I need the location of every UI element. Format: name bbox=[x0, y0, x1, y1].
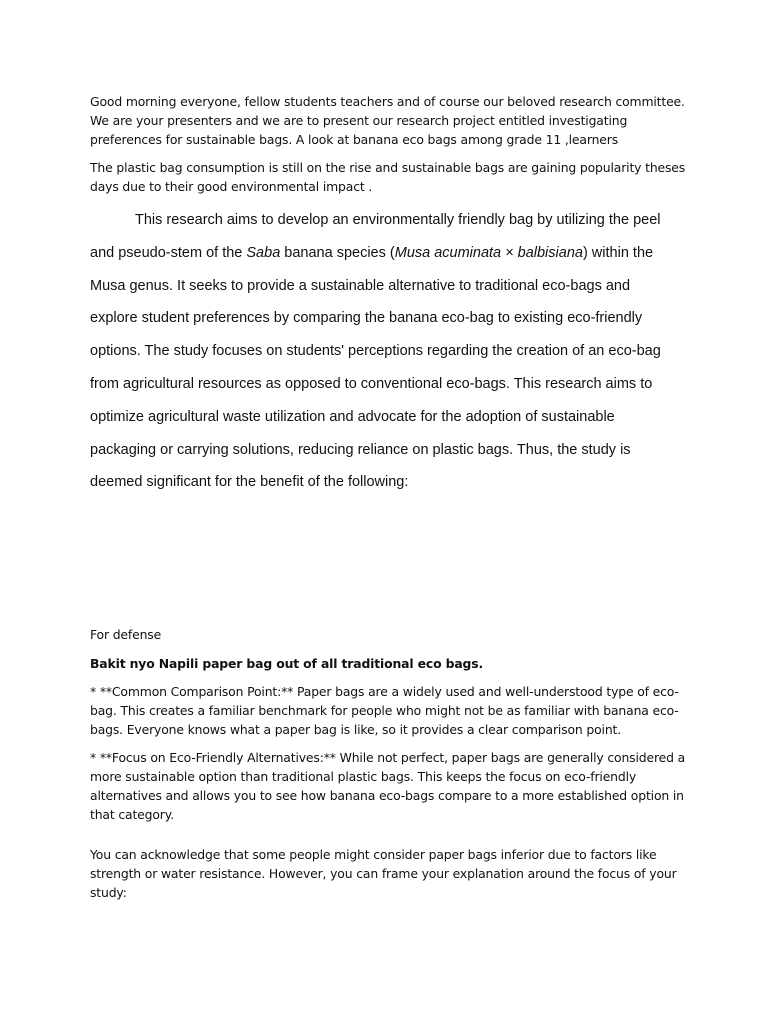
context-paragraph: The plastic bag consumption is still on the rise and sustainable bags are gaining popularity theses days due to their good environmental impact . bbox=[90, 160, 686, 194]
research-text-part-2: banana species ( bbox=[280, 244, 395, 261]
species-scientific-name: Musa acuminata × balbisiana bbox=[394, 244, 583, 261]
defense-point-eco-friendly: * **Focus on Eco-Friendly Alternatives:** While not perfect, paper bags are generally considered a more sustainable option than traditional plastic bags. This keeps the focus on eco-friendly alternatives and allows you to see how banana eco-bags compare to a more established option in that category. bbox=[90, 750, 686, 822]
species-common-name: Saba bbox=[246, 244, 281, 261]
defense-point-comparison: * **Common Comparison Point:** Paper bags are a widely used and well-understood type of eco-bag. This creates a familiar benchmark for people who might not be as familiar with banana eco-bags. Everyone knows what a paper bag is like, so it provides a clear comparison point. bbox=[90, 684, 679, 737]
closing-paragraph: You can acknowledge that some people might consider paper bags inferior due to factors like strength or water resistance. However, you can frame your explanation around the focus of your study: bbox=[90, 847, 677, 900]
research-text-part-1: This research aims to develop an environmentally friendly bag by utilizing the peel and pseudo-stem of the bbox=[90, 212, 661, 261]
research-aim-paragraph bbox=[90, 204, 680, 499]
defense-heading: Bakit nyo Napili paper bag out of all traditional eco bags. bbox=[90, 656, 484, 671]
research-text-part-3: ) within the Musa genus. It seeks to provide a sustainable alternative to traditional eco-bags and explore student preferences by comparing the banana eco-bag to existing eco-friendly options. The study focuses on students' perceptions regarding the creation of an eco-bag from agricultural resources as opposed to conventional eco-bags. This research aims to optimize agricultural waste utilization and advocate for the adoption of sustainable packaging or carrying solutions, reducing reliance on plastic bags. Thus, the study is deemed significant for the benefit of the following: bbox=[90, 244, 661, 491]
defense-label: For defense bbox=[90, 627, 162, 642]
intro-paragraph: Good morning everyone, fellow students teachers and of course our beloved research committee. We are your presenters and we are to present our research project entitled investigating preferences for sustainable bags. A look at banana eco bags among grade 11 ,learners bbox=[90, 94, 685, 147]
